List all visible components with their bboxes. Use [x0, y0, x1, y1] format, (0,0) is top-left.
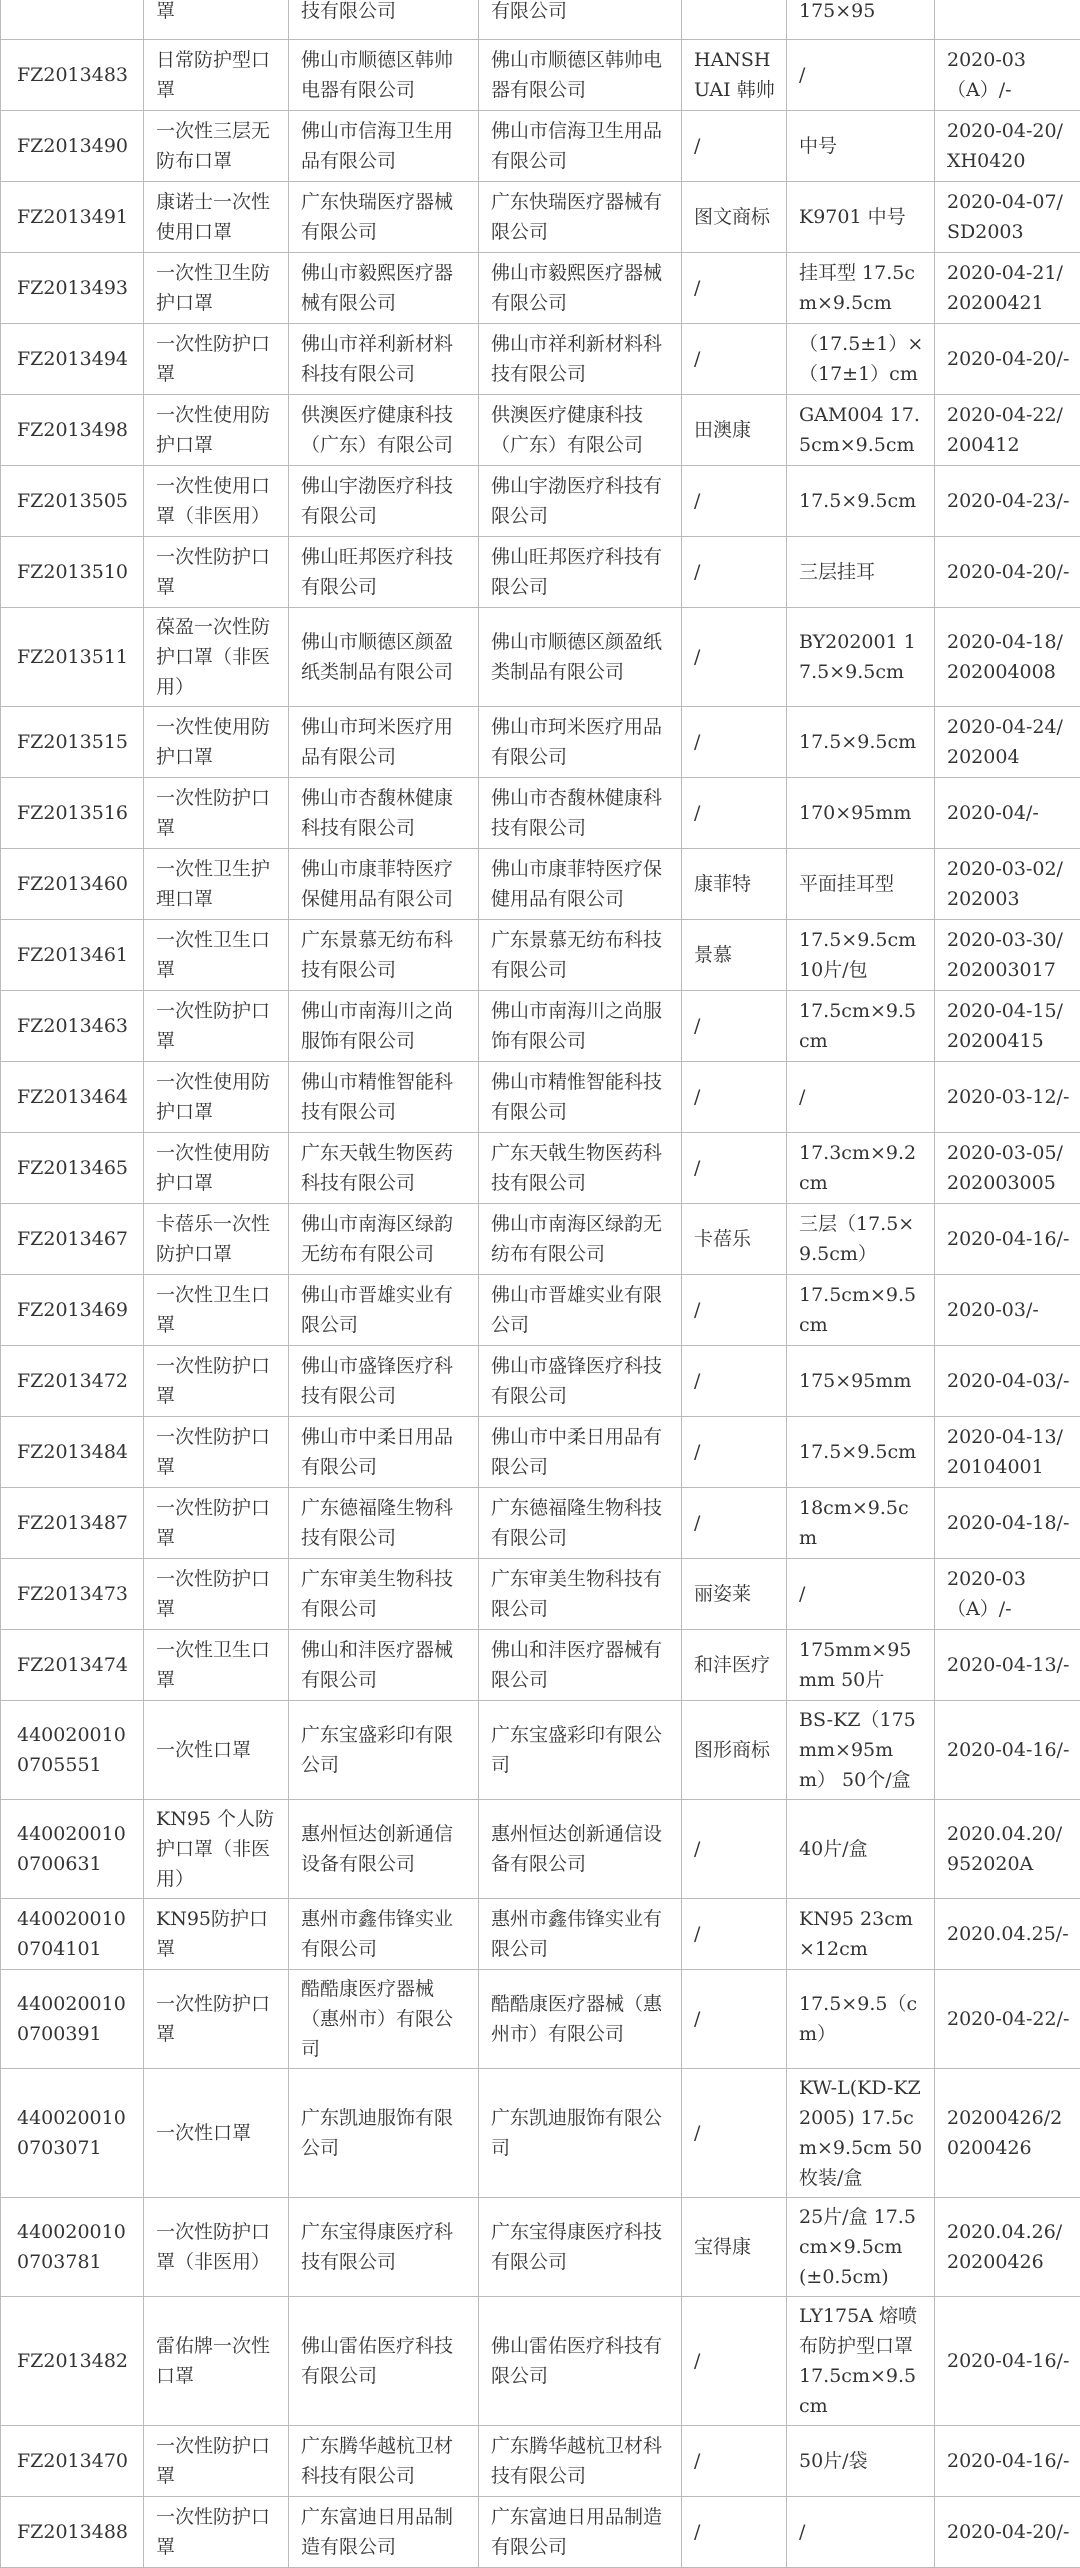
manufacturer-company-cell: 惠州市鑫伟锋实业有限公司	[479, 1899, 682, 1970]
product-name-cell: 日常防护型口罩	[144, 40, 289, 111]
spec-model-cell: /	[787, 1062, 935, 1133]
product-code-cell: FZ2013470	[1, 2426, 144, 2497]
manufacturer-company-cell: 佛山市晋雄实业有限公司	[479, 1275, 682, 1346]
batch-date-cell: 2020-03（A）/-	[935, 40, 1080, 111]
product-code-cell: FZ2013483	[1, 40, 144, 111]
table-row	[1, 111, 1080, 182]
batch-date-cell: 2020-04-18/202004008	[935, 608, 1080, 707]
product-code-cell: FZ2013469	[1, 1275, 144, 1346]
table-row	[1, 1133, 1080, 1204]
manufacturer-company-cell: 佛山和沣医疗器械有限公司	[479, 1630, 682, 1701]
trademark-cell: /	[682, 707, 787, 778]
spec-model-cell: 三层（17.5×9.5cm）	[787, 1204, 935, 1275]
product-code-cell: FZ2013473	[1, 1559, 144, 1630]
trademark-cell: 图形商标	[682, 1701, 787, 1800]
applicant-company-cell: 广东天戟生物医药科技有限公司	[289, 1133, 479, 1204]
product-name-cell: 一次性使用口罩（非医用）	[144, 466, 289, 537]
product-code-cell: 4400200100704101	[1, 1899, 144, 1970]
trademark-cell: 图文商标	[682, 182, 787, 253]
spec-model-cell: 50片/袋	[787, 2426, 935, 2497]
table-row	[1, 2497, 1080, 2568]
spec-model-cell: 挂耳型 17.5cm×9.5cm	[787, 253, 935, 324]
product-code-cell: 4400200100705551	[1, 1701, 144, 1800]
product-code-cell: 4400200100703071	[1, 2069, 144, 2198]
applicant-company-cell: 佛山市祥利新材料科技有限公司	[289, 324, 479, 395]
product-code-cell: 4400200100700631	[1, 1800, 144, 1899]
trademark-cell: /	[682, 324, 787, 395]
manufacturer-company-cell: 佛山市毅熙医疗器械有限公司	[479, 253, 682, 324]
table-row	[1, 1970, 1080, 2069]
applicant-company-cell: 广东快瑞医疗器械有限公司	[289, 182, 479, 253]
product-name-cell: 葆盈一次性防护口罩（非医用）	[144, 608, 289, 707]
applicant-company-cell: 佛山宇渤医疗科技有限公司	[289, 466, 479, 537]
table-row	[1, 1800, 1080, 1899]
product-name-cell: 一次性使用防护口罩	[144, 1133, 289, 1204]
table-row	[1, 1488, 1080, 1559]
product-name-cell: 一次性卫生防护口罩	[144, 253, 289, 324]
trademark-cell: /	[682, 253, 787, 324]
spec-model-cell: 平面挂耳型	[787, 849, 935, 920]
applicant-company-cell: 佛山市顺德区颜盈纸类制品有限公司	[289, 608, 479, 707]
applicant-company-cell: 佛山市毅熙医疗器械有限公司	[289, 253, 479, 324]
spec-model-cell: /	[787, 40, 935, 111]
applicant-company-cell: 佛山和沣医疗器械有限公司	[289, 1630, 479, 1701]
trademark-cell: /	[682, 778, 787, 849]
batch-date-cell: 2020-04-20/-	[935, 2497, 1080, 2568]
batch-date-cell: 2020-03-30/202003017	[935, 920, 1080, 991]
product-code-cell: FZ2013491	[1, 182, 144, 253]
applicant-company-cell: 广东宝得康医疗科技有限公司	[289, 2198, 479, 2297]
trademark-cell: /	[682, 2069, 787, 2198]
trademark-cell: /	[682, 1417, 787, 1488]
product-name-cell: 康诺士一次性使用口罩	[144, 182, 289, 253]
batch-date-cell: 20200426/20200426	[935, 2069, 1080, 2198]
product-name-cell: 一次性防护口罩	[144, 2426, 289, 2497]
manufacturer-company-cell: 广东宝得康医疗科技有限公司	[479, 2198, 682, 2297]
spec-model-cell: K9701 中号	[787, 182, 935, 253]
batch-date-cell: 2020-04-13/20104001	[935, 1417, 1080, 1488]
product-name-cell: 一次性使用防护口罩	[144, 707, 289, 778]
spec-model-cell: 18cm×9.5cm	[787, 1488, 935, 1559]
batch-date-cell: 2020-04-21/20200421	[935, 253, 1080, 324]
batch-date-cell: 2020-04-20/XH0420	[935, 111, 1080, 182]
applicant-company-cell: 广东凯迪服饰有限公司	[289, 2069, 479, 2198]
product-code-cell: 4400200100703781	[1, 2198, 144, 2297]
table-row	[1, 1559, 1080, 1630]
batch-date-cell: 2020-04-15/20200415	[935, 991, 1080, 1062]
manufacturer-company-cell: 佛山市精惟智能科技有限公司	[479, 1062, 682, 1133]
product-code-cell: FZ2013487	[1, 1488, 144, 1559]
trademark-cell: HANSHUAI 韩帅	[682, 40, 787, 111]
product-code-cell: FZ2013484	[1, 1417, 144, 1488]
product-name-cell: 一次性使用防护口罩	[144, 395, 289, 466]
trademark-cell: /	[682, 1275, 787, 1346]
table-row	[1, 1630, 1080, 1701]
product-name-cell: 一次性卫生口罩	[144, 1630, 289, 1701]
product-name-cell: 一次性防护口罩	[144, 1488, 289, 1559]
spec-model-cell: 中号	[787, 111, 935, 182]
trademark-cell: /	[682, 991, 787, 1062]
batch-date-cell: 2020-03-05/202003005	[935, 1133, 1080, 1204]
batch-date-cell: 2020-03/-	[935, 1275, 1080, 1346]
trademark-cell: 宝得康	[682, 2198, 787, 2297]
batch-date-cell: 2020-04-16/-	[935, 1701, 1080, 1800]
product-code-cell: 4400200100700391	[1, 1970, 144, 2069]
spec-model-cell: 17.5×9.5cm	[787, 466, 935, 537]
manufacturer-company-cell: 佛山市南海川之尚服饰有限公司	[479, 991, 682, 1062]
batch-date-cell: 2020-03（A）/-	[935, 1559, 1080, 1630]
trademark-cell: /	[682, 608, 787, 707]
trademark-cell: /	[682, 1133, 787, 1204]
applicant-company-cell: 惠州市鑫伟锋实业有限公司	[289, 1899, 479, 1970]
product-name-cell: 一次性防护口罩	[144, 1346, 289, 1417]
trademark-cell	[682, 0, 787, 40]
manufacturer-company-cell: 佛山市杏馥林健康科技有限公司	[479, 778, 682, 849]
product-name-cell: 一次性三层无防布口罩	[144, 111, 289, 182]
manufacturer-company-cell: 佛山市顺德区韩帅电器有限公司	[479, 40, 682, 111]
product-name-cell: 一次性防护口罩	[144, 1559, 289, 1630]
product-name-cell: 一次性防护口罩	[144, 1970, 289, 2069]
batch-date-cell: 2020-04-23/-	[935, 466, 1080, 537]
table-row	[1, 2069, 1080, 2198]
trademark-cell: 田澳康	[682, 395, 787, 466]
applicant-company-cell: 佛山市信海卫生用品有限公司	[289, 111, 479, 182]
applicant-company-cell: 酷酷康医疗器械（惠州市）有限公司	[289, 1970, 479, 2069]
product-name-cell: 一次性口罩	[144, 2069, 289, 2198]
batch-date-cell: 2020-03-12/-	[935, 1062, 1080, 1133]
spec-model-cell: 17.5×9.5cm	[787, 707, 935, 778]
spec-model-cell: 三层挂耳	[787, 537, 935, 608]
trademark-cell: /	[682, 1899, 787, 1970]
manufacturer-company-cell: 广东德福隆生物科技有限公司	[479, 1488, 682, 1559]
batch-date-cell: 2020.04.25/-	[935, 1899, 1080, 1970]
table-row	[1, 1417, 1080, 1488]
product-name-cell: 一次性口罩	[144, 1701, 289, 1800]
batch-date-cell: 2020-04-24/202004	[935, 707, 1080, 778]
trademark-cell: /	[682, 2497, 787, 2568]
trademark-cell: /	[682, 2426, 787, 2497]
table-row	[1, 2426, 1080, 2497]
table-row	[1, 182, 1080, 253]
product-code-cell: FZ2013511	[1, 608, 144, 707]
applicant-company-cell: 佛山市南海川之尚服饰有限公司	[289, 991, 479, 1062]
spec-model-cell: 17.3cm×9.2cm	[787, 1133, 935, 1204]
table-row	[1, 2297, 1080, 2426]
spec-model-cell: 175mm×95mm 50片	[787, 1630, 935, 1701]
batch-date-cell: 2020-04-22/-	[935, 1970, 1080, 2069]
batch-date-cell: 2020.04.26/20200426	[935, 2198, 1080, 2297]
batch-date-cell: 2020-04-20/-	[935, 324, 1080, 395]
table-row	[1, 466, 1080, 537]
table-row	[1, 40, 1080, 111]
manufacturer-company-cell: 广东腾华越杭卫材科技有限公司	[479, 2426, 682, 2497]
applicant-company-cell: 惠州恒达创新通信设备有限公司	[289, 1800, 479, 1899]
product-code-cell: FZ2013490	[1, 111, 144, 182]
applicant-company-cell: 佛山市南海区绿韵无纺布有限公司	[289, 1204, 479, 1275]
applicant-company-cell: 广东宝盛彩印有限公司	[289, 1701, 479, 1800]
spec-model-cell: BY202001 17.5×9.5cm	[787, 608, 935, 707]
table-row	[1, 920, 1080, 991]
manufacturer-company-cell: 佛山旺邦医疗科技有限公司	[479, 537, 682, 608]
product-name-cell: 雷佑牌一次性口罩	[144, 2297, 289, 2426]
table-row	[1, 608, 1080, 707]
applicant-company-cell: 广东腾华越杭卫材科技有限公司	[289, 2426, 479, 2497]
manufacturer-company-cell: 惠州恒达创新通信设备有限公司	[479, 1800, 682, 1899]
spec-model-cell: /	[787, 2497, 935, 2568]
spec-model-cell: 175×95	[787, 0, 935, 40]
manufacturer-company-cell: 佛山市祥利新材料科技有限公司	[479, 324, 682, 395]
applicant-company-cell: 佛山市晋雄实业有限公司	[289, 1275, 479, 1346]
product-code-cell: FZ2013474	[1, 1630, 144, 1701]
trademark-cell: 景慕	[682, 920, 787, 991]
product-code-cell: FZ2013516	[1, 778, 144, 849]
product-code-cell: FZ2013467	[1, 1204, 144, 1275]
spec-model-cell: LY175A 熔喷布防护型口罩 17.5cm×9.5cm	[787, 2297, 935, 2426]
manufacturer-company-cell: 佛山市中柔日用品有限公司	[479, 1417, 682, 1488]
table-row	[1, 1346, 1080, 1417]
product-name-cell: 一次性防护口罩	[144, 991, 289, 1062]
manufacturer-company-cell: 佛山雷佑医疗科技有限公司	[479, 2297, 682, 2426]
product-name-cell: KN95 个人防护口罩（非医用）	[144, 1800, 289, 1899]
batch-date-cell: 2020-03-02/202003	[935, 849, 1080, 920]
table-row	[1, 1062, 1080, 1133]
spec-model-cell: （17.5±1）×（17±1）cm	[787, 324, 935, 395]
manufacturer-company-cell: 供澳医疗健康科技（广东）有限公司	[479, 395, 682, 466]
product-code-cell: FZ2013505	[1, 466, 144, 537]
batch-date-cell: 2020-04-16/-	[935, 1204, 1080, 1275]
batch-date-cell: 2020-04-13/-	[935, 1630, 1080, 1701]
product-name-cell: 一次性卫生护理口罩	[144, 849, 289, 920]
table-row	[1, 395, 1080, 466]
manufacturer-company-cell: 广东天戟生物医药科技有限公司	[479, 1133, 682, 1204]
trademark-cell: 康菲特	[682, 849, 787, 920]
applicant-company-cell: 广东富迪日用品制造有限公司	[289, 2497, 479, 2568]
product-code-cell: FZ2013498	[1, 395, 144, 466]
table-row	[1, 0, 1080, 40]
table-row	[1, 537, 1080, 608]
trademark-cell: /	[682, 537, 787, 608]
manufacturer-company-cell: 佛山市康菲特医疗保健用品有限公司	[479, 849, 682, 920]
applicant-company-cell: 佛山雷佑医疗科技有限公司	[289, 2297, 479, 2426]
product-code-cell: FZ2013494	[1, 324, 144, 395]
trademark-cell: 丽姿莱	[682, 1559, 787, 1630]
table-row	[1, 707, 1080, 778]
batch-date-cell	[935, 0, 1080, 40]
applicant-company-cell: 佛山市精惟智能科技有限公司	[289, 1062, 479, 1133]
manufacturer-company-cell: 广东景慕无纺布科技有限公司	[479, 920, 682, 991]
applicant-company-cell: 佛山市盛锋医疗科技有限公司	[289, 1346, 479, 1417]
manufacturer-company-cell: 佛山市盛锋医疗科技有限公司	[479, 1346, 682, 1417]
table-row	[1, 2198, 1080, 2297]
batch-date-cell: 2020-04-22/200412	[935, 395, 1080, 466]
spec-model-cell: 17.5cm×9.5cm	[787, 991, 935, 1062]
product-code-cell: FZ2013465	[1, 1133, 144, 1204]
trademark-cell: /	[682, 2297, 787, 2426]
table-body	[1, 0, 1080, 2568]
table-row	[1, 1275, 1080, 1346]
product-name-cell: 卡蓓乐一次性防护口罩	[144, 1204, 289, 1275]
product-name-cell: 一次性防护口罩	[144, 324, 289, 395]
product-name-cell: 一次性使用防护口罩	[144, 1062, 289, 1133]
product-code-cell: FZ2013515	[1, 707, 144, 778]
product-code-cell: FZ2013510	[1, 537, 144, 608]
spec-model-cell: 175×95mm	[787, 1346, 935, 1417]
product-code-cell: FZ2013493	[1, 253, 144, 324]
table-row	[1, 324, 1080, 395]
product-name-cell: 一次性防护口罩	[144, 1417, 289, 1488]
product-name-cell: 一次性防护口罩	[144, 2497, 289, 2568]
product-name-cell: 一次性防护口罩（非医用）	[144, 2198, 289, 2297]
product-code-cell: FZ2013472	[1, 1346, 144, 1417]
batch-date-cell: 2020.04.20/952020A	[935, 1800, 1080, 1899]
spec-model-cell: 17.5×9.5cm	[787, 1417, 935, 1488]
manufacturer-company-cell: 佛山宇渤医疗科技有限公司	[479, 466, 682, 537]
trademark-cell: /	[682, 1800, 787, 1899]
product-name-cell: 一次性卫生口罩	[144, 920, 289, 991]
batch-date-cell: 2020-04-07/SD2003	[935, 182, 1080, 253]
product-code-cell: FZ2013482	[1, 2297, 144, 2426]
product-code-cell: FZ2013463	[1, 991, 144, 1062]
batch-date-cell: 2020-04-03/-	[935, 1346, 1080, 1417]
manufacturer-company-cell: 佛山市信海卫生用品有限公司	[479, 111, 682, 182]
table-row	[1, 849, 1080, 920]
applicant-company-cell: 佛山市中柔日用品有限公司	[289, 1417, 479, 1488]
manufacturer-company-cell: 广东宝盛彩印有限公司	[479, 1701, 682, 1800]
manufacturer-company-cell: 广东凯迪服饰有限公司	[479, 2069, 682, 2198]
spec-model-cell: 25片/盒 17.5cm×9.5cm(±0.5cm)	[787, 2198, 935, 2297]
product-name-cell: 一次性卫生口罩	[144, 1275, 289, 1346]
batch-date-cell: 2020-04/-	[935, 778, 1080, 849]
table-row	[1, 991, 1080, 1062]
spec-model-cell: /	[787, 1559, 935, 1630]
applicant-company-cell: 供澳医疗健康科技（广东）有限公司	[289, 395, 479, 466]
table-row	[1, 1899, 1080, 1970]
spec-model-cell: 17.5×9.5（cm）	[787, 1970, 935, 2069]
product-name-cell: 一次性防护口罩	[144, 537, 289, 608]
product-name-cell: 罩	[144, 0, 289, 40]
trademark-cell: /	[682, 1062, 787, 1133]
manufacturer-company-cell: 广东富迪日用品制造有限公司	[479, 2497, 682, 2568]
table-row	[1, 1701, 1080, 1800]
trademark-cell: /	[682, 1488, 787, 1559]
manufacturer-company-cell: 有限公司	[479, 0, 682, 40]
applicant-company-cell: 佛山市杏馥林健康科技有限公司	[289, 778, 479, 849]
batch-date-cell: 2020-04-16/-	[935, 2426, 1080, 2497]
product-name-cell: 一次性防护口罩	[144, 778, 289, 849]
spec-model-cell: BS-KZ（175mm×95mm） 50个/盒	[787, 1701, 935, 1800]
trademark-cell: 和沣医疗	[682, 1630, 787, 1701]
manufacturer-company-cell: 酷酷康医疗器械（惠州市）有限公司	[479, 1970, 682, 2069]
product-name-cell: KN95防护口罩	[144, 1899, 289, 1970]
table-row	[1, 253, 1080, 324]
applicant-company-cell: 广东景慕无纺布科技有限公司	[289, 920, 479, 991]
trademark-cell: 卡蓓乐	[682, 1204, 787, 1275]
trademark-cell: /	[682, 111, 787, 182]
product-code-cell: FZ2013461	[1, 920, 144, 991]
spec-model-cell: 17.5×9.5cm 10片/包	[787, 920, 935, 991]
table-row	[1, 1204, 1080, 1275]
trademark-cell: /	[682, 1970, 787, 2069]
manufacturer-company-cell: 佛山市珂米医疗用品有限公司	[479, 707, 682, 778]
product-code-cell: FZ2013464	[1, 1062, 144, 1133]
batch-date-cell: 2020-04-16/-	[935, 2297, 1080, 2426]
applicant-company-cell: 佛山市康菲特医疗保健用品有限公司	[289, 849, 479, 920]
trademark-cell: /	[682, 466, 787, 537]
product-code-cell: FZ2013460	[1, 849, 144, 920]
spec-model-cell: 170×95mm	[787, 778, 935, 849]
table-row	[1, 778, 1080, 849]
spec-model-cell: 17.5cm×9.5cm	[787, 1275, 935, 1346]
manufacturer-company-cell: 广东审美生物科技有限公司	[479, 1559, 682, 1630]
spec-model-cell: KN95 23cm×12cm	[787, 1899, 935, 1970]
applicant-company-cell: 佛山旺邦医疗科技有限公司	[289, 537, 479, 608]
applicant-company-cell: 佛山市珂米医疗用品有限公司	[289, 707, 479, 778]
spec-model-cell: 40片/盒	[787, 1800, 935, 1899]
applicant-company-cell: 广东德福隆生物科技有限公司	[289, 1488, 479, 1559]
manufacturer-company-cell: 佛山市南海区绿韵无纺布有限公司	[479, 1204, 682, 1275]
manufacturer-company-cell: 广东快瑞医疗器械有限公司	[479, 182, 682, 253]
batch-date-cell: 2020-04-18/-	[935, 1488, 1080, 1559]
product-code-cell: FZ2013488	[1, 2497, 144, 2568]
spec-model-cell: GAM004 17.5cm×9.5cm	[787, 395, 935, 466]
applicant-company-cell: 佛山市顺德区韩帅电器有限公司	[289, 40, 479, 111]
manufacturer-company-cell: 佛山市顺德区颜盈纸类制品有限公司	[479, 608, 682, 707]
trademark-cell: /	[682, 1346, 787, 1417]
batch-date-cell: 2020-04-20/-	[935, 537, 1080, 608]
spec-model-cell: KW-L(KD-KZ2005) 17.5cm×9.5cm 50枚装/盒	[787, 2069, 935, 2198]
product-code-cell	[1, 0, 144, 40]
applicant-company-cell: 广东审美生物科技有限公司	[289, 1559, 479, 1630]
applicant-company-cell: 技有限公司	[289, 0, 479, 40]
